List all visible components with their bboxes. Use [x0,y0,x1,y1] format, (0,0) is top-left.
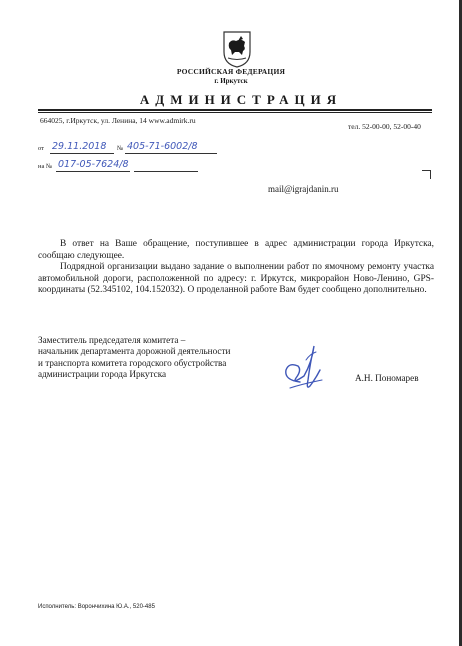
ref-underline [56,171,130,172]
federation-label: РОССИЙСКАЯ ФЕДЕРАЦИЯ [176,67,286,76]
body-paragraph-1: В ответ на Ваше обращение, поступившее в адрес администрации города Иркутска, сообщаю следующее. [38,239,434,261]
ref-label: на № [38,163,53,170]
header-rule-thin [38,112,432,113]
city-label: г. Иркутск [214,77,248,85]
phone-line: тел. 52-00-00, 52-00-40 [348,122,421,131]
handwritten-signature [270,340,328,398]
recipient-email: mail@igrajdanin.ru [268,184,339,194]
administration-title: АДМИНИСТРАЦИЯ [139,92,343,107]
signer-position [38,335,230,380]
ref-date-underline [134,171,198,172]
coat-of-arms-emblem [222,30,252,68]
position-line: администрации города Иркутска [38,368,167,379]
position-line: и транспорта комитета городского обустройства [38,357,227,368]
header-rule-thick [38,109,432,111]
number-value: 405-71-6002/8 [127,141,198,152]
address-line: 664025, г.Иркутск, ул. Ленина, 14 www.admirk.ru [40,116,196,125]
number-label: № [117,145,124,152]
date-value: 29.11.2018 [52,141,107,152]
number-underline [125,153,217,154]
body-paragraph-2: Подрядной организации выдано задание о выполнении работ по ямочному ремонту участка автомобильной дороги, расположенной по адресу: г. Иркутск, микрорайон Ново-Ленино, GPS-координаты (52.345102, 104.152032). О проделанной работе Вам будет сообщено дополнительно. [38,262,434,295]
position-line: начальник департамента дорожной деятельности [38,346,231,357]
signer-name: А.Н. Пономарев [355,373,419,383]
ref-number-value: 017-05-7624/8 [58,159,129,170]
position-line: Заместитель председателя комитета – [38,335,186,345]
address-corner-mark [422,170,431,179]
from-label: от [38,145,45,152]
date-underline [50,153,114,154]
executor-line: Исполнитель: Ворончихина Ю.А., 520-485 [38,604,155,610]
